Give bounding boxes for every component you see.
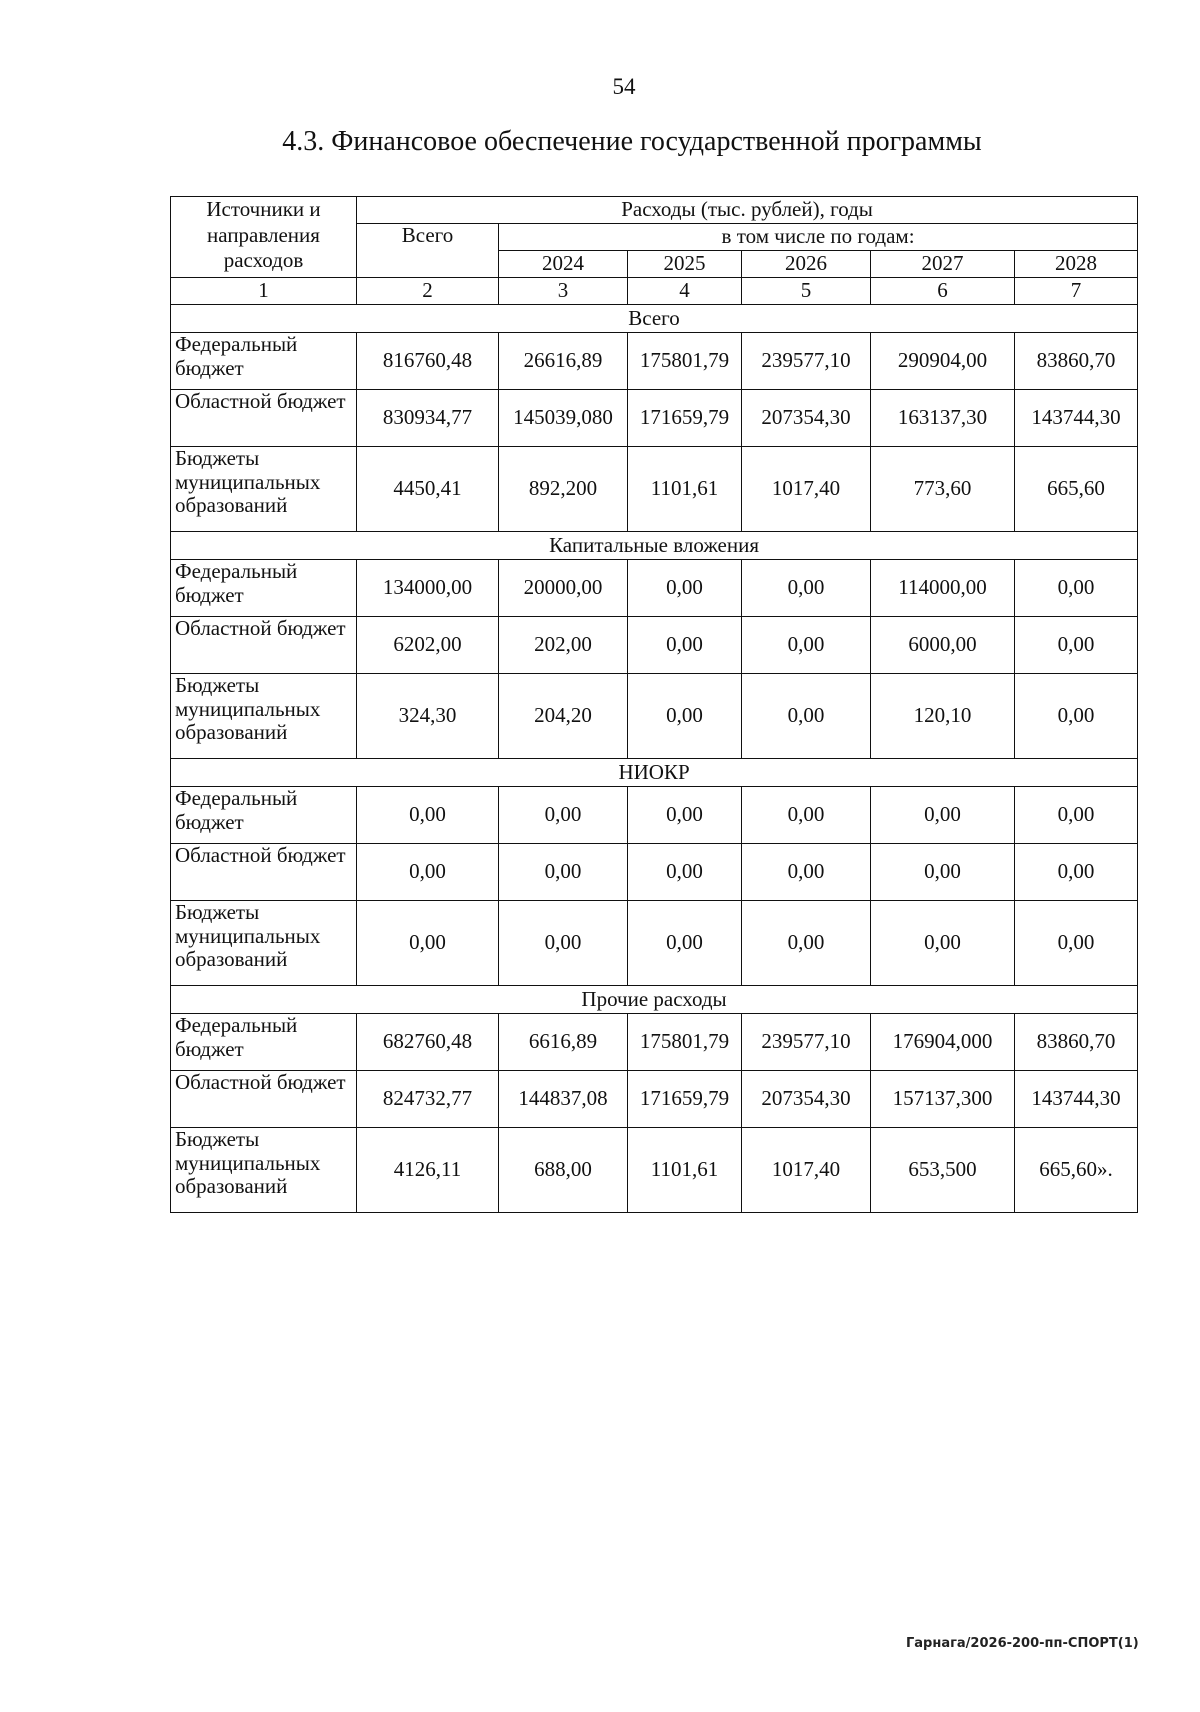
value-cell: 830934,77 <box>357 390 499 447</box>
header-year: 2028 <box>1015 251 1138 278</box>
value-cell: 83860,70 <box>1015 1014 1138 1071</box>
section-title: НИОКР <box>171 759 1138 787</box>
source-cell: Федеральный бюджет <box>171 560 357 617</box>
source-cell: Областной бюджет <box>171 390 357 447</box>
table-row <box>171 1014 1138 1071</box>
source-cell: Бюджеты муниципальных образований <box>171 674 357 759</box>
value-cell: 0,00 <box>742 901 871 986</box>
value-cell: 290904,00 <box>871 333 1015 390</box>
section-title: Капитальные вложения <box>171 532 1138 560</box>
section-title: Всего <box>171 305 1138 333</box>
value-cell: 665,60 <box>1015 447 1138 532</box>
value-cell: 653,500 <box>871 1128 1015 1213</box>
value-cell: 4450,41 <box>357 447 499 532</box>
value-cell: 0,00 <box>1015 787 1138 844</box>
value-cell: 0,00 <box>499 787 628 844</box>
value-cell: 4126,11 <box>357 1128 499 1213</box>
source-cell: Федеральный бюджет <box>171 333 357 390</box>
value-cell: 171659,79 <box>628 1071 742 1128</box>
column-number: 2 <box>357 278 499 305</box>
value-cell: 0,00 <box>1015 901 1138 986</box>
value-cell: 143744,30 <box>1015 390 1138 447</box>
value-cell: 6616,89 <box>499 1014 628 1071</box>
value-cell: 176904,000 <box>871 1014 1015 1071</box>
value-cell: 163137,30 <box>871 390 1015 447</box>
section-title: Прочие расходы <box>171 986 1138 1014</box>
value-cell: 816760,48 <box>357 333 499 390</box>
value-cell: 83860,70 <box>1015 333 1138 390</box>
header-expenses: Расходы (тыс. рублей), годы <box>357 197 1138 224</box>
source-cell: Областной бюджет <box>171 617 357 674</box>
value-cell: 892,200 <box>499 447 628 532</box>
value-cell: 0,00 <box>742 560 871 617</box>
source-cell: Бюджеты муниципальных образований <box>171 901 357 986</box>
value-cell: 0,00 <box>742 844 871 901</box>
value-cell: 20000,00 <box>499 560 628 617</box>
value-cell: 239577,10 <box>742 333 871 390</box>
source-cell: Федеральный бюджет <box>171 1014 357 1071</box>
value-cell: 6000,00 <box>871 617 1015 674</box>
value-cell: 175801,79 <box>628 1014 742 1071</box>
column-number: 4 <box>628 278 742 305</box>
source-cell: Бюджеты муниципальных образований <box>171 1128 357 1213</box>
value-cell: 0,00 <box>628 787 742 844</box>
source-cell: Областной бюджет <box>171 1071 357 1128</box>
value-cell: 0,00 <box>1015 844 1138 901</box>
value-cell: 0,00 <box>1015 617 1138 674</box>
table-row <box>171 787 1138 844</box>
value-cell: 688,00 <box>499 1128 628 1213</box>
value-cell: 1017,40 <box>742 1128 871 1213</box>
value-cell: 175801,79 <box>628 333 742 390</box>
value-cell: 0,00 <box>742 617 871 674</box>
value-cell: 26616,89 <box>499 333 628 390</box>
table-row <box>171 1128 1138 1213</box>
source-cell: Областной бюджет <box>171 844 357 901</box>
value-cell: 0,00 <box>1015 560 1138 617</box>
table-row <box>171 617 1138 674</box>
value-cell: 682760,48 <box>357 1014 499 1071</box>
header-year: 2026 <box>742 251 871 278</box>
table-row <box>171 390 1138 447</box>
value-cell: 202,00 <box>499 617 628 674</box>
value-cell: 1101,61 <box>628 447 742 532</box>
value-cell: 0,00 <box>357 787 499 844</box>
value-cell: 145039,080 <box>499 390 628 447</box>
value-cell: 0,00 <box>499 901 628 986</box>
header-by-years: в том числе по годам: <box>499 224 1138 251</box>
value-cell: 0,00 <box>742 787 871 844</box>
value-cell: 0,00 <box>742 674 871 759</box>
document-footer: Гарнага/2026-200-пп-СПОРТ(1) <box>906 1636 1139 1651</box>
value-cell: 665,60». <box>1015 1128 1138 1213</box>
value-cell: 0,00 <box>628 560 742 617</box>
table-row <box>171 1071 1138 1128</box>
value-cell: 0,00 <box>499 844 628 901</box>
value-cell: 6202,00 <box>357 617 499 674</box>
header-year: 2027 <box>871 251 1015 278</box>
value-cell: 0,00 <box>628 901 742 986</box>
value-cell: 134000,00 <box>357 560 499 617</box>
column-number: 6 <box>871 278 1015 305</box>
table-row <box>171 901 1138 986</box>
table-row <box>171 560 1138 617</box>
column-numbers-row <box>171 278 1138 305</box>
value-cell: 204,20 <box>499 674 628 759</box>
value-cell: 0,00 <box>1015 674 1138 759</box>
value-cell: 0,00 <box>871 787 1015 844</box>
source-cell: Бюджеты муниципальных образований <box>171 447 357 532</box>
page-number: 54 <box>612 74 636 99</box>
value-cell: 773,60 <box>871 447 1015 532</box>
page-title: 4.3. Финансовое обеспечение государственной программы <box>282 126 982 157</box>
column-number: 5 <box>742 278 871 305</box>
value-cell: 0,00 <box>357 844 499 901</box>
value-cell: 143744,30 <box>1015 1071 1138 1128</box>
value-cell: 824732,77 <box>357 1071 499 1128</box>
column-number: 1 <box>171 278 357 305</box>
header-sources: Источники и направления расходов <box>171 197 357 278</box>
value-cell: 1101,61 <box>628 1128 742 1213</box>
table-row <box>171 333 1138 390</box>
value-cell: 157137,300 <box>871 1071 1015 1128</box>
column-number: 7 <box>1015 278 1138 305</box>
financing-table <box>170 196 1138 1213</box>
header-year: 2025 <box>628 251 742 278</box>
table-row <box>171 674 1138 759</box>
value-cell: 207354,30 <box>742 390 871 447</box>
value-cell: 114000,00 <box>871 560 1015 617</box>
value-cell: 120,10 <box>871 674 1015 759</box>
value-cell: 324,30 <box>357 674 499 759</box>
value-cell: 0,00 <box>871 901 1015 986</box>
value-cell: 0,00 <box>628 617 742 674</box>
column-number: 3 <box>499 278 628 305</box>
value-cell: 239577,10 <box>742 1014 871 1071</box>
value-cell: 0,00 <box>628 674 742 759</box>
table-row <box>171 447 1138 532</box>
header-year: 2024 <box>499 251 628 278</box>
value-cell: 144837,08 <box>499 1071 628 1128</box>
value-cell: 171659,79 <box>628 390 742 447</box>
value-cell: 207354,30 <box>742 1071 871 1128</box>
table-row <box>171 844 1138 901</box>
value-cell: 1017,40 <box>742 447 871 532</box>
value-cell: 0,00 <box>871 844 1015 901</box>
value-cell: 0,00 <box>357 901 499 986</box>
source-cell: Федеральный бюджет <box>171 787 357 844</box>
header-total: Всего <box>357 224 499 278</box>
value-cell: 0,00 <box>628 844 742 901</box>
